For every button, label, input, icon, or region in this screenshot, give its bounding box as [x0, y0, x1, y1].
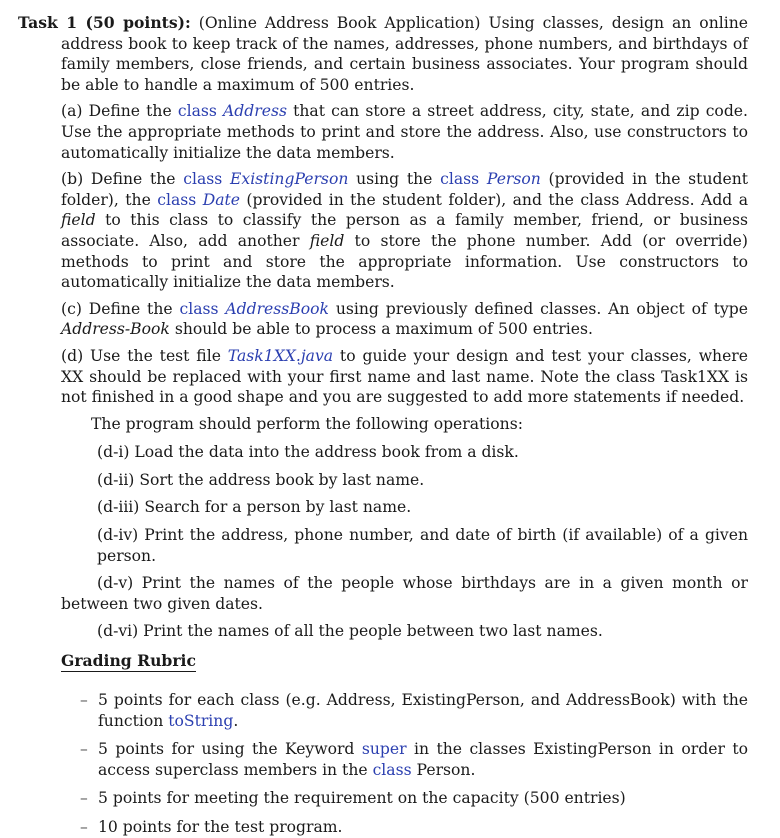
rubric-title: Grading Rubric: [61, 651, 196, 671]
task-intro: (Online Address Book Application) Using classes, design an online address book to keep track of the names, addresses, phone numbers, and birthdays of family members, close friends, and certain business associates. Your program should be able to handle a maximum of 500 entries.: [61, 14, 748, 94]
rubric-text: Person.: [411, 760, 476, 779]
part-d-text: (d) Use the test file: [61, 346, 228, 365]
dash-bullet: –: [80, 691, 88, 710]
part-b-text: (provided in the student folder), the: [61, 170, 749, 209]
part-a: [61, 101, 748, 163]
class-name-addressbook: AddressBook: [225, 299, 329, 318]
rubric-item: [80, 788, 748, 809]
rubric-list: [18, 690, 748, 838]
class-keyword: class: [372, 760, 412, 779]
class-name-address: Address: [223, 102, 287, 121]
rubric-item: [80, 817, 748, 838]
class-keyword: class: [179, 299, 219, 318]
task-heading: Task 1 (50 points):: [18, 13, 191, 32]
part-b-text: to store the phone number. Add (or override) methods to print and store the appropriate information. Use constructors to automatically initialize the data members.: [61, 231, 748, 292]
method-name-tostring: toString: [168, 711, 234, 730]
field-term: field: [309, 231, 345, 250]
operation-item: (d-ii) Sort the address book by last name.: [97, 470, 425, 489]
class-name-person: Person: [486, 170, 541, 189]
part-b: [61, 169, 748, 293]
part-a-text: that can store a street address, city, state, and zip code. Use the appropriate methods to print and store the address. Also, use constructors to automatically initialize the data members.: [61, 102, 748, 162]
class-name-existingperson: ExistingPerson: [230, 170, 349, 189]
rubric-item: [80, 690, 748, 731]
rubric-text: 5 points for meeting the requirement on the capacity (500 entries): [98, 789, 626, 808]
part-c-text: using previously defined classes. An object of type: [328, 299, 748, 318]
rubric-text: 5 points for using the Keyword: [98, 740, 362, 759]
dash-bullet: –: [80, 818, 88, 836]
dash-bullet: –: [80, 740, 88, 759]
operation-item: (d-v) Print the names of the people whose birthdays are in a given month or between two given dates.: [61, 574, 748, 613]
class-keyword: class: [157, 190, 197, 209]
type-name: Address-Book: [61, 320, 170, 339]
task-statement: [18, 13, 748, 95]
rubric-text: 5 points for each class (e.g. Address, ExistingPerson, and AddressBook) with the function: [98, 691, 748, 730]
test-file-name: Task1XX.java: [227, 346, 334, 365]
operation-item: (d-iv) Print the address, phone number, and date of birth (if available) of a given person.: [97, 526, 748, 565]
operation-item: (d-i) Load the data into the address book from a disk.: [97, 443, 519, 462]
keyword-super: super: [361, 740, 407, 759]
part-b-text: using the: [348, 170, 441, 189]
operations-intro: The program should perform the following operations:: [91, 414, 523, 433]
operation-item: (d-iii) Search for a person by last name.: [97, 498, 412, 517]
class-keyword: class: [440, 170, 480, 189]
rubric-item: [80, 739, 748, 780]
part-c-text: should be able to process a maximum of 500 entries.: [169, 320, 593, 339]
class-keyword: class: [183, 170, 223, 189]
operations-list: [61, 414, 748, 642]
part-d-text: to guide your design and test your classes, where XX should be replaced with your first name and last name. Note the class Task1XX is not finished in a good shape and you are suggested to add more statements if needed.: [61, 346, 748, 407]
rubric-text: in the classes ExistingPerson in order to access superclass members in the: [98, 740, 748, 779]
rubric-text: .: [233, 711, 239, 730]
class-keyword: class: [177, 102, 217, 121]
part-d: [61, 346, 748, 408]
part-b-text: (b) Define the: [61, 170, 184, 189]
class-name-date: Date: [202, 190, 240, 209]
field-term: field: [61, 211, 96, 230]
operation-item: (d-vi) Print the names of all the people between two last names.: [97, 622, 603, 641]
rubric-text: 10 points for the test program.: [98, 818, 343, 836]
part-b-text: to this class to classify the person as a family member, friend, or business associate. Also, add another: [61, 211, 748, 250]
part-c: [61, 299, 748, 340]
part-c-text: (c) Define the: [61, 299, 180, 318]
part-a-text: (a) Define the: [61, 102, 178, 121]
dash-bullet: –: [80, 789, 88, 808]
part-b-text: (provided in the student folder), and the class Address. Add a: [239, 190, 748, 209]
